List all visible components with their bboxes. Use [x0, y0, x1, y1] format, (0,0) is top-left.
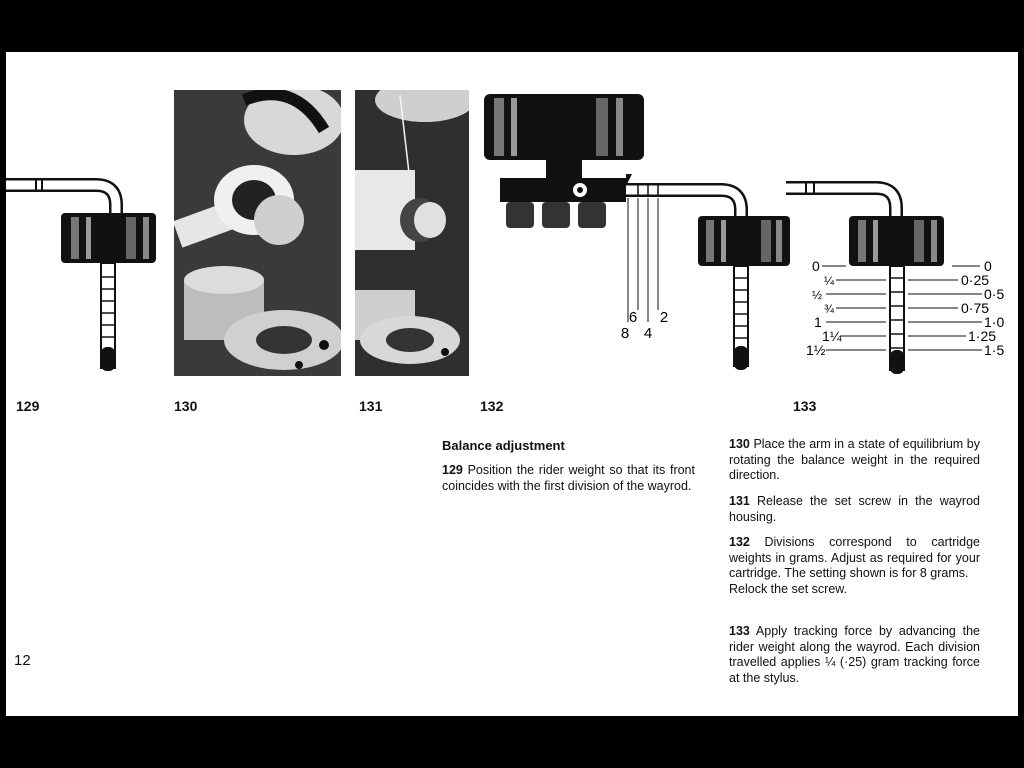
force-label-left-5: 1¼ — [822, 328, 842, 344]
step-text: Divisions correspond to cartridge weights in grams. Adjust as required for your cartridge. The setting shown is for 8 grams. — [729, 535, 980, 581]
instruction-130 — [729, 437, 980, 484]
force-label-left-4: 1 — [814, 314, 822, 330]
instruction-133 — [729, 624, 980, 686]
figure-131-photo — [355, 90, 469, 376]
figure-label-129: 129 — [16, 398, 40, 414]
force-label-right-4: 1·0 — [984, 314, 1005, 330]
figure-129-illustration — [6, 177, 166, 377]
force-label-right-2: 0·5 — [984, 286, 1005, 302]
scale-label-8: 8 — [620, 325, 630, 342]
force-label-left-2: ½ — [812, 288, 823, 302]
instruction-132 — [729, 535, 980, 597]
force-label-left-1: ¼ — [824, 274, 835, 288]
instruction-131 — [729, 494, 980, 525]
force-label-right-3: 0·75 — [961, 300, 990, 316]
figure-label-130: 130 — [174, 398, 198, 414]
figure-132-illustration — [476, 90, 796, 380]
step-number: 129 — [442, 463, 463, 477]
step-number: 133 — [729, 624, 750, 638]
step-text-extra: Relock the set screw. — [729, 581, 848, 596]
force-label-right-6: 1·5 — [984, 342, 1005, 358]
figure-label-131: 131 — [359, 398, 383, 414]
force-label-right-5: 1·25 — [968, 328, 997, 344]
step-number: 132 — [729, 535, 750, 549]
force-label-left-3: ¾ — [824, 302, 835, 316]
step-number: 131 — [729, 494, 750, 508]
page-number: 12 — [14, 652, 31, 669]
manual-page — [6, 52, 1018, 716]
section-heading: Balance adjustment — [442, 438, 565, 453]
step-text: Apply tracking force by advancing the rider weight along the wayrod. Each division travelled applies ¼ (·25) gram tracking force at the stylus. — [729, 624, 980, 685]
force-label-left-6: 1½ — [806, 342, 826, 358]
scale-label-6: 6 — [628, 309, 638, 326]
figure-label-132: 132 — [480, 398, 504, 414]
step-number: 130 — [729, 437, 750, 451]
step-text: Release the set screw in the wayrod housing. — [729, 494, 980, 524]
step-text: Position the rider weight so that its front coincides with the first division of the wayrod. — [442, 463, 695, 493]
figure-133-illustration — [786, 180, 1018, 380]
force-label-right-0: 0 — [984, 258, 992, 274]
figure-label-133: 133 — [793, 398, 817, 414]
scale-label-4: 4 — [643, 325, 653, 342]
force-label-right-1: 0·25 — [961, 272, 990, 288]
force-label-left-0: 0 — [812, 258, 820, 274]
instruction-129 — [442, 463, 695, 494]
figure-130-photo — [174, 90, 341, 376]
scale-label-2: 2 — [659, 309, 669, 326]
step-text: Place the arm in a state of equilibrium by rotating the balance weight in the required direction. — [729, 437, 980, 483]
